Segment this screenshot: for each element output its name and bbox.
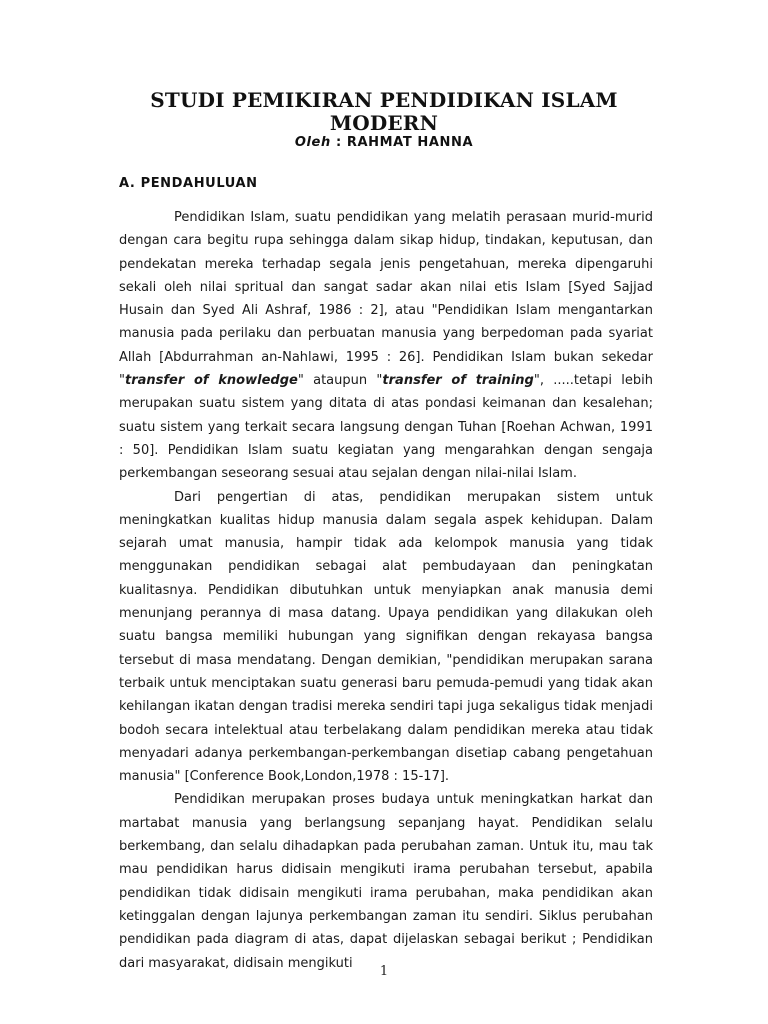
- author-line: [0, 135, 768, 150]
- document-title-line-1: STUDI PEMIKIRAN PENDIDIKAN ISLAM: [150, 88, 618, 112]
- document-title-line-2: MODERN: [329, 111, 439, 135]
- body-text: [119, 206, 653, 975]
- paragraph-2: Dari pengertian di atas, pendidikan merupakan sistem untuk meningkatkan kualitas hidup manusia dalam segala aspek kehidupan. Dalam sejarah umat manusia, hampir tidak ada kelompok manusia yang tidak menggunakan pendidikan sebagai alat pembudayaan dan peningkatan kualitasnya. Pendidikan dibutuhkan untuk menyiapkan anak manusia demi menunjang perannya di masa datang. Upaya pendidikan yang dilakukan oleh suatu bangsa memiliki hubungan yang signifikan dengan rekayasa bangsa tersebut di masa mendatang. Dengan demikian, "pendidikan merupakan sarana terbaik untuk menciptakan suatu generasi baru pemuda-pemudi yang tidak akan kehilangan ikatan dengan tradisi mereka sendiri tapi juga sekaligus tidak menjadi bodoh secara intelektual atau terbelakang dalam pendidikan mereka atau tidak menyadari adanya perkembangan-perkembangan disetiap cabang pengetahuan manusia" [Conference Book,London,1978 : 15-17].: [119, 489, 653, 785]
- paragraph-1-part-1: Pendidikan Islam, suatu pendidikan yang melatih perasaan murid-murid dengan cara begitu rupa sehingga dalam sikap hidup, tindakan, keputusan, dan pendekatan mereka terhadap segala jenis pengetahuan, mereka dipengaruhi sekali oleh nilai spritual dan sangat sadar akan nilai etis Islam [Syed Sajjad Husain dan Syed Ali Ashraf, 1986 : 2], atau "Pendidikan Islam mengantarkan manusia pada perilaku dan perbuatan manusia yang berpedoman pada syariat Allah [Abdurrahman an-Nahlawi, 1995 : 26]. Pendidikan Islam bukan sekedar ": [119, 210, 653, 389]
- emphasis-transfer-of-knowledge: transfer of knowledge: [124, 373, 298, 389]
- emphasis-transfer-of-training: transfer of training: [382, 373, 534, 389]
- paragraph-1-part-3: ", .....tetapi lebih merupakan suatu sistem yang ditata di atas pondasi keimanan dan kesalehan; suatu sistem yang terkait secara langsung dengan Tuhan [Roehan Achwan, 1991 : 50]. Pendidikan Islam suatu kegiatan yang mengarahkan dengan sengaja perkembangan seseorang sesuai atau sejalan dengan nilai-nilai Islam.: [119, 373, 653, 482]
- paragraph-1-part-2: " ataupun ": [297, 373, 383, 389]
- author-prefix: Oleh: [294, 135, 331, 150]
- section-heading: A. PENDAHULUAN: [119, 176, 258, 191]
- author-name: RAHMAT HANNA: [346, 135, 474, 150]
- paragraph-3: Pendidikan merupakan proses budaya untuk meningkatkan harkat dan martabat manusia yang berlangsung sepanjang hayat. Pendidikan selalu berkembang, dan selalu dihadapkan pada perubahan zaman. Untuk itu, mau tak mau pendidikan harus didisain mengikuti irama perubahan tersebut, apabila pendidikan tidak didisain mengikuti irama perubahan, maka pendidikan akan ketinggalan dengan lajunya perkembangan zaman itu sendiri. Siklus perubahan pendidikan pada diagram di atas, dapat dijelaskan sebagai berikut ; Pendidikan dari masyarakat, didisain mengikuti: [119, 792, 653, 971]
- page-number: 1: [379, 964, 389, 979]
- paragraph-1: [119, 206, 653, 486]
- author-separator: :: [330, 135, 347, 150]
